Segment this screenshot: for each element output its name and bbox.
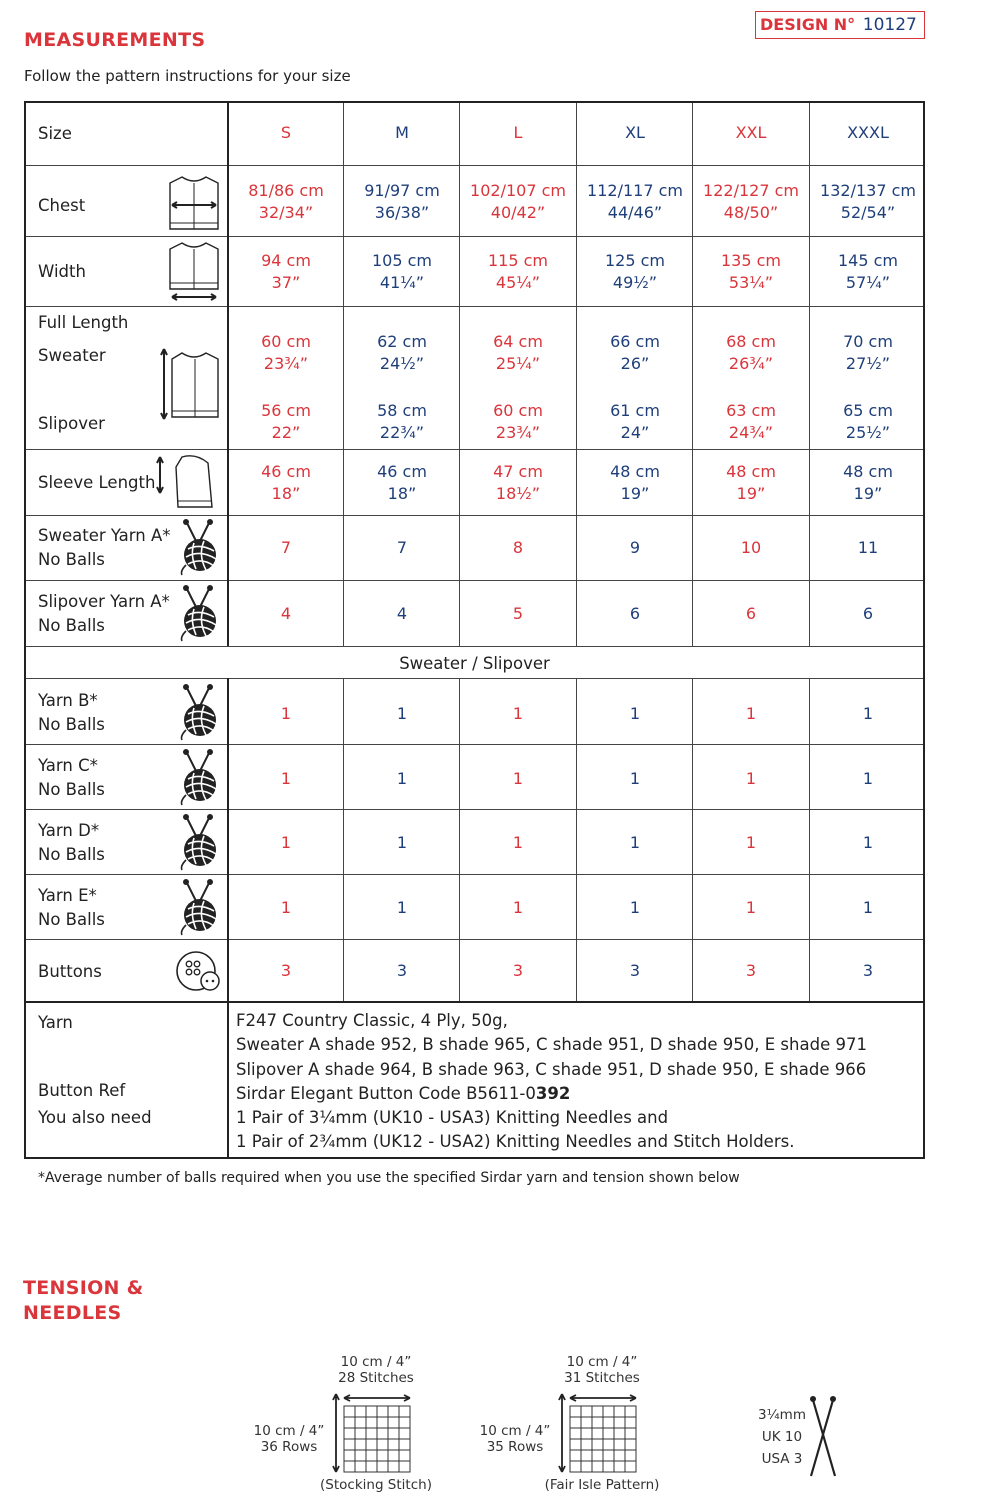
yarn-c-sub: No Balls bbox=[38, 780, 105, 799]
yarn-info-label: Yarn bbox=[38, 1013, 73, 1032]
yarn-ball-icon bbox=[176, 879, 220, 937]
width-garment-icon bbox=[166, 239, 222, 305]
size-header-l: L bbox=[513, 123, 523, 142]
sweater-length-cm: 64 cm bbox=[493, 332, 543, 351]
sweater-length-in: 26” bbox=[620, 354, 650, 373]
buttons-value: 3 bbox=[280, 961, 292, 980]
width-cm: 135 cm bbox=[720, 251, 781, 270]
swatch1-width-label: 10 cm / 4” 28 Stitches bbox=[338, 1354, 414, 1386]
yarn-d-label: Yarn D* bbox=[38, 821, 100, 840]
chest-garment-icon bbox=[166, 171, 222, 233]
slipover-length-cm: 65 cm bbox=[843, 401, 893, 420]
sweater-length-cm: 70 cm bbox=[843, 332, 893, 351]
length-garment-icon bbox=[154, 343, 222, 425]
swatch2-caption: (Fair Isle Pattern) bbox=[544, 1477, 660, 1493]
sleeve-cm: 48 cm bbox=[726, 462, 776, 481]
swatch2-height-label: 10 cm / 4” 35 Rows bbox=[479, 1423, 551, 1455]
yarn-d-sub: No Balls bbox=[38, 845, 105, 864]
yarn-ball-icon bbox=[176, 814, 220, 872]
sleeve-in: 18” bbox=[271, 484, 301, 503]
chest-in: 48/50” bbox=[723, 203, 779, 222]
width-cm: 94 cm bbox=[261, 251, 311, 270]
needles-line-2: 1 Pair of 2¾mm (UK12 - USA2) Knitting Needles and Stitch Holders. bbox=[236, 1132, 795, 1152]
width-cm: 145 cm bbox=[837, 251, 898, 270]
width-label: Width bbox=[38, 262, 86, 281]
size-header-xxxl: XXXL bbox=[847, 123, 889, 142]
knitting-needles-icon bbox=[806, 1394, 840, 1480]
yarn-d-value: 1 bbox=[629, 833, 641, 852]
yarn-e-sub: No Balls bbox=[38, 910, 105, 929]
width-in: 53¼” bbox=[728, 273, 774, 292]
needle-size: 3¼mm bbox=[758, 1407, 806, 1423]
yarn-ball-icon bbox=[176, 519, 220, 577]
sweater-yarn-a-value: 9 bbox=[629, 538, 641, 557]
slipover-length-cm: 58 cm bbox=[377, 401, 427, 420]
sweater-yarn-a-value: 10 bbox=[740, 538, 762, 557]
yarn-b-label: Yarn B* bbox=[38, 691, 98, 710]
width-in: 37” bbox=[271, 273, 301, 292]
tension-title: TENSION & NEEDLES bbox=[23, 1277, 144, 1324]
yarn-e-value: 1 bbox=[745, 898, 757, 917]
chest-cm: 122/127 cm bbox=[703, 181, 799, 200]
swatch2-grid-icon bbox=[556, 1390, 640, 1476]
slipover-yarn-a-value: 5 bbox=[512, 604, 524, 623]
design-label: DESIGN N° bbox=[760, 15, 856, 34]
chest-cm: 81/86 cm bbox=[248, 181, 324, 200]
sleeve-cm: 46 cm bbox=[377, 462, 427, 481]
slipover-yarn-a-value: 4 bbox=[280, 604, 292, 623]
yarn-d-value: 1 bbox=[512, 833, 524, 852]
yarn-b-sub: No Balls bbox=[38, 715, 105, 734]
slipover-yarn-a-value: 6 bbox=[629, 604, 641, 623]
size-header-m: M bbox=[395, 123, 409, 142]
slipover-length-in: 22” bbox=[271, 423, 301, 442]
slipover-length-cm: 60 cm bbox=[493, 401, 543, 420]
chest-in: 36/38” bbox=[374, 203, 430, 222]
sweater-yarn-a-value: 7 bbox=[280, 538, 292, 557]
button-ref-label: Button Ref bbox=[38, 1081, 126, 1100]
sweater-length-in: 23¾” bbox=[263, 354, 309, 373]
sleeve-length-icon bbox=[152, 453, 222, 513]
design-number-box bbox=[755, 11, 925, 39]
sweater-length-label: Sweater bbox=[38, 346, 106, 365]
yarn-ball-icon bbox=[176, 585, 220, 643]
chest-in: 40/42” bbox=[490, 203, 546, 222]
slipover-yarn-a-label: Slipover Yarn A* bbox=[38, 592, 170, 611]
size-header-xl: XL bbox=[625, 123, 645, 142]
size-header-s: S bbox=[280, 123, 292, 142]
slipover-length-cm: 56 cm bbox=[261, 401, 311, 420]
chest-cm: 132/137 cm bbox=[820, 181, 916, 200]
yarn-e-label: Yarn E* bbox=[38, 886, 97, 905]
button-code: Sirdar Elegant Button Code B5611-0392 bbox=[236, 1083, 571, 1103]
chest-cm: 112/117 cm bbox=[587, 181, 683, 200]
yarn-c-value: 1 bbox=[396, 769, 408, 788]
width-cm: 115 cm bbox=[487, 251, 548, 270]
slipover-length-in: 24¾” bbox=[728, 423, 774, 442]
chest-cm: 102/107 cm bbox=[470, 181, 566, 200]
sleeve-in: 19” bbox=[853, 484, 883, 503]
button-icon bbox=[174, 949, 222, 995]
yarn-b-value: 1 bbox=[396, 704, 408, 723]
slipover-length-in: 22¾” bbox=[379, 423, 425, 442]
yarn-e-value: 1 bbox=[280, 898, 292, 917]
buttons-label: Buttons bbox=[38, 962, 102, 981]
full-length-label: Full Length bbox=[38, 313, 129, 332]
chest-in: 44/46” bbox=[607, 203, 663, 222]
sweater-length-in: 25¼” bbox=[495, 354, 541, 373]
sweater-yarn-a-value: 11 bbox=[857, 538, 879, 557]
slipover-length-label: Slipover bbox=[38, 414, 105, 433]
width-in: 49½” bbox=[612, 273, 658, 292]
yarn-b-value: 1 bbox=[629, 704, 641, 723]
yarn-c-value: 1 bbox=[745, 769, 757, 788]
yarn-e-value: 1 bbox=[396, 898, 408, 917]
buttons-value: 3 bbox=[512, 961, 524, 980]
materials-info bbox=[236, 1009, 867, 1155]
intro-text: Follow the pattern instructions for your size bbox=[24, 67, 351, 85]
slipover-shades: Slipover A shade 964, B shade 963, C shade 951, D shade 950, E shade 966 bbox=[236, 1059, 867, 1079]
yarn-c-value: 1 bbox=[629, 769, 641, 788]
slipover-yarn-a-value: 6 bbox=[745, 604, 757, 623]
sweater-length-cm: 68 cm bbox=[726, 332, 776, 351]
swatch1-height-label: 10 cm / 4” 36 Rows bbox=[253, 1423, 325, 1455]
slipover-length-in: 24” bbox=[620, 423, 650, 442]
slipover-length-cm: 63 cm bbox=[726, 401, 776, 420]
chest-in: 32/34” bbox=[258, 203, 314, 222]
chest-cm: 91/97 cm bbox=[364, 181, 440, 200]
yarn-b-value: 1 bbox=[512, 704, 524, 723]
chest-in: 52/54” bbox=[840, 203, 896, 222]
size-label: Size bbox=[38, 124, 72, 143]
slipover-length-cm: 61 cm bbox=[610, 401, 660, 420]
yarn-c-value: 1 bbox=[512, 769, 524, 788]
sweater-length-cm: 62 cm bbox=[377, 332, 427, 351]
yarn-d-value: 1 bbox=[280, 833, 292, 852]
slipover-length-in: 23¾” bbox=[495, 423, 541, 442]
yarn-d-value: 1 bbox=[862, 833, 874, 852]
sweater-length-cm: 66 cm bbox=[610, 332, 660, 351]
sweater-shades: Sweater A shade 952, B shade 965, C shade 951, D shade 950, E shade 971 bbox=[236, 1035, 867, 1055]
yarn-ball-icon bbox=[176, 749, 220, 807]
width-cm: 125 cm bbox=[604, 251, 665, 270]
swatch1-caption: (Stocking Stitch) bbox=[320, 1477, 432, 1493]
sleeve-in: 19” bbox=[736, 484, 766, 503]
sweater-yarn-a-value: 7 bbox=[396, 538, 408, 557]
yarn-d-value: 1 bbox=[745, 833, 757, 852]
size-header-xxl: XXL bbox=[735, 123, 767, 142]
sleeve-length-label: Sleeve Length bbox=[38, 473, 156, 492]
yarn-c-label: Yarn C* bbox=[38, 756, 98, 775]
yarn-e-value: 1 bbox=[862, 898, 874, 917]
slipover-length-in: 25½” bbox=[845, 423, 891, 442]
sleeve-cm: 47 cm bbox=[493, 462, 543, 481]
slipover-yarn-a-sub: No Balls bbox=[38, 616, 105, 635]
footnote: *Average number of balls required when you use the specified Sirdar yarn and tension shown below bbox=[38, 1170, 740, 1186]
section-heading: Sweater / Slipover bbox=[399, 654, 550, 673]
needle-uk: UK 10 bbox=[761, 1429, 803, 1445]
buttons-value: 3 bbox=[862, 961, 874, 980]
buttons-value: 3 bbox=[745, 961, 757, 980]
needles-line-1: 1 Pair of 3¼mm (UK10 - USA3) Knitting Needles and bbox=[236, 1108, 669, 1128]
yarn-e-value: 1 bbox=[629, 898, 641, 917]
yarn-c-value: 1 bbox=[280, 769, 292, 788]
yarn-c-value: 1 bbox=[862, 769, 874, 788]
yarn-d-value: 1 bbox=[396, 833, 408, 852]
sleeve-cm: 48 cm bbox=[843, 462, 893, 481]
yarn-b-value: 1 bbox=[862, 704, 874, 723]
sweater-length-in: 24½” bbox=[379, 354, 425, 373]
yarn-ball-icon bbox=[176, 684, 220, 742]
width-cm: 105 cm bbox=[371, 251, 432, 270]
buttons-value: 3 bbox=[629, 961, 641, 980]
sweater-length-in: 26¾” bbox=[728, 354, 774, 373]
yarn-b-value: 1 bbox=[280, 704, 292, 723]
also-need-label: You also need bbox=[38, 1108, 152, 1127]
sleeve-in: 18½” bbox=[495, 484, 541, 503]
yarn-name: F247 Country Classic, 4 Ply, 50g, bbox=[236, 1011, 508, 1030]
sweater-length-cm: 60 cm bbox=[261, 332, 311, 351]
sweater-yarn-a-sub: No Balls bbox=[38, 550, 105, 569]
page-title: MEASUREMENTS bbox=[24, 29, 206, 51]
sleeve-cm: 46 cm bbox=[261, 462, 311, 481]
sleeve-in: 19” bbox=[620, 484, 650, 503]
slipover-yarn-a-value: 4 bbox=[396, 604, 408, 623]
sweater-length-in: 27½” bbox=[845, 354, 891, 373]
width-in: 57¼” bbox=[845, 273, 891, 292]
swatch2-width-label: 10 cm / 4” 31 Stitches bbox=[564, 1354, 640, 1386]
width-in: 41¼” bbox=[379, 273, 425, 292]
buttons-value: 3 bbox=[396, 961, 408, 980]
sleeve-cm: 48 cm bbox=[610, 462, 660, 481]
yarn-e-value: 1 bbox=[512, 898, 524, 917]
chest-label: Chest bbox=[38, 196, 86, 215]
yarn-b-value: 1 bbox=[745, 704, 757, 723]
sweater-yarn-a-value: 8 bbox=[512, 538, 524, 557]
slipover-yarn-a-value: 6 bbox=[862, 604, 874, 623]
width-in: 45¼” bbox=[495, 273, 541, 292]
sweater-yarn-a-label: Sweater Yarn A* bbox=[38, 526, 171, 545]
needle-usa: USA 3 bbox=[761, 1451, 803, 1467]
swatch1-grid-icon bbox=[330, 1390, 414, 1476]
measurements-table bbox=[24, 101, 925, 1159]
design-number: 10127 bbox=[862, 15, 917, 35]
sleeve-in: 18” bbox=[387, 484, 417, 503]
